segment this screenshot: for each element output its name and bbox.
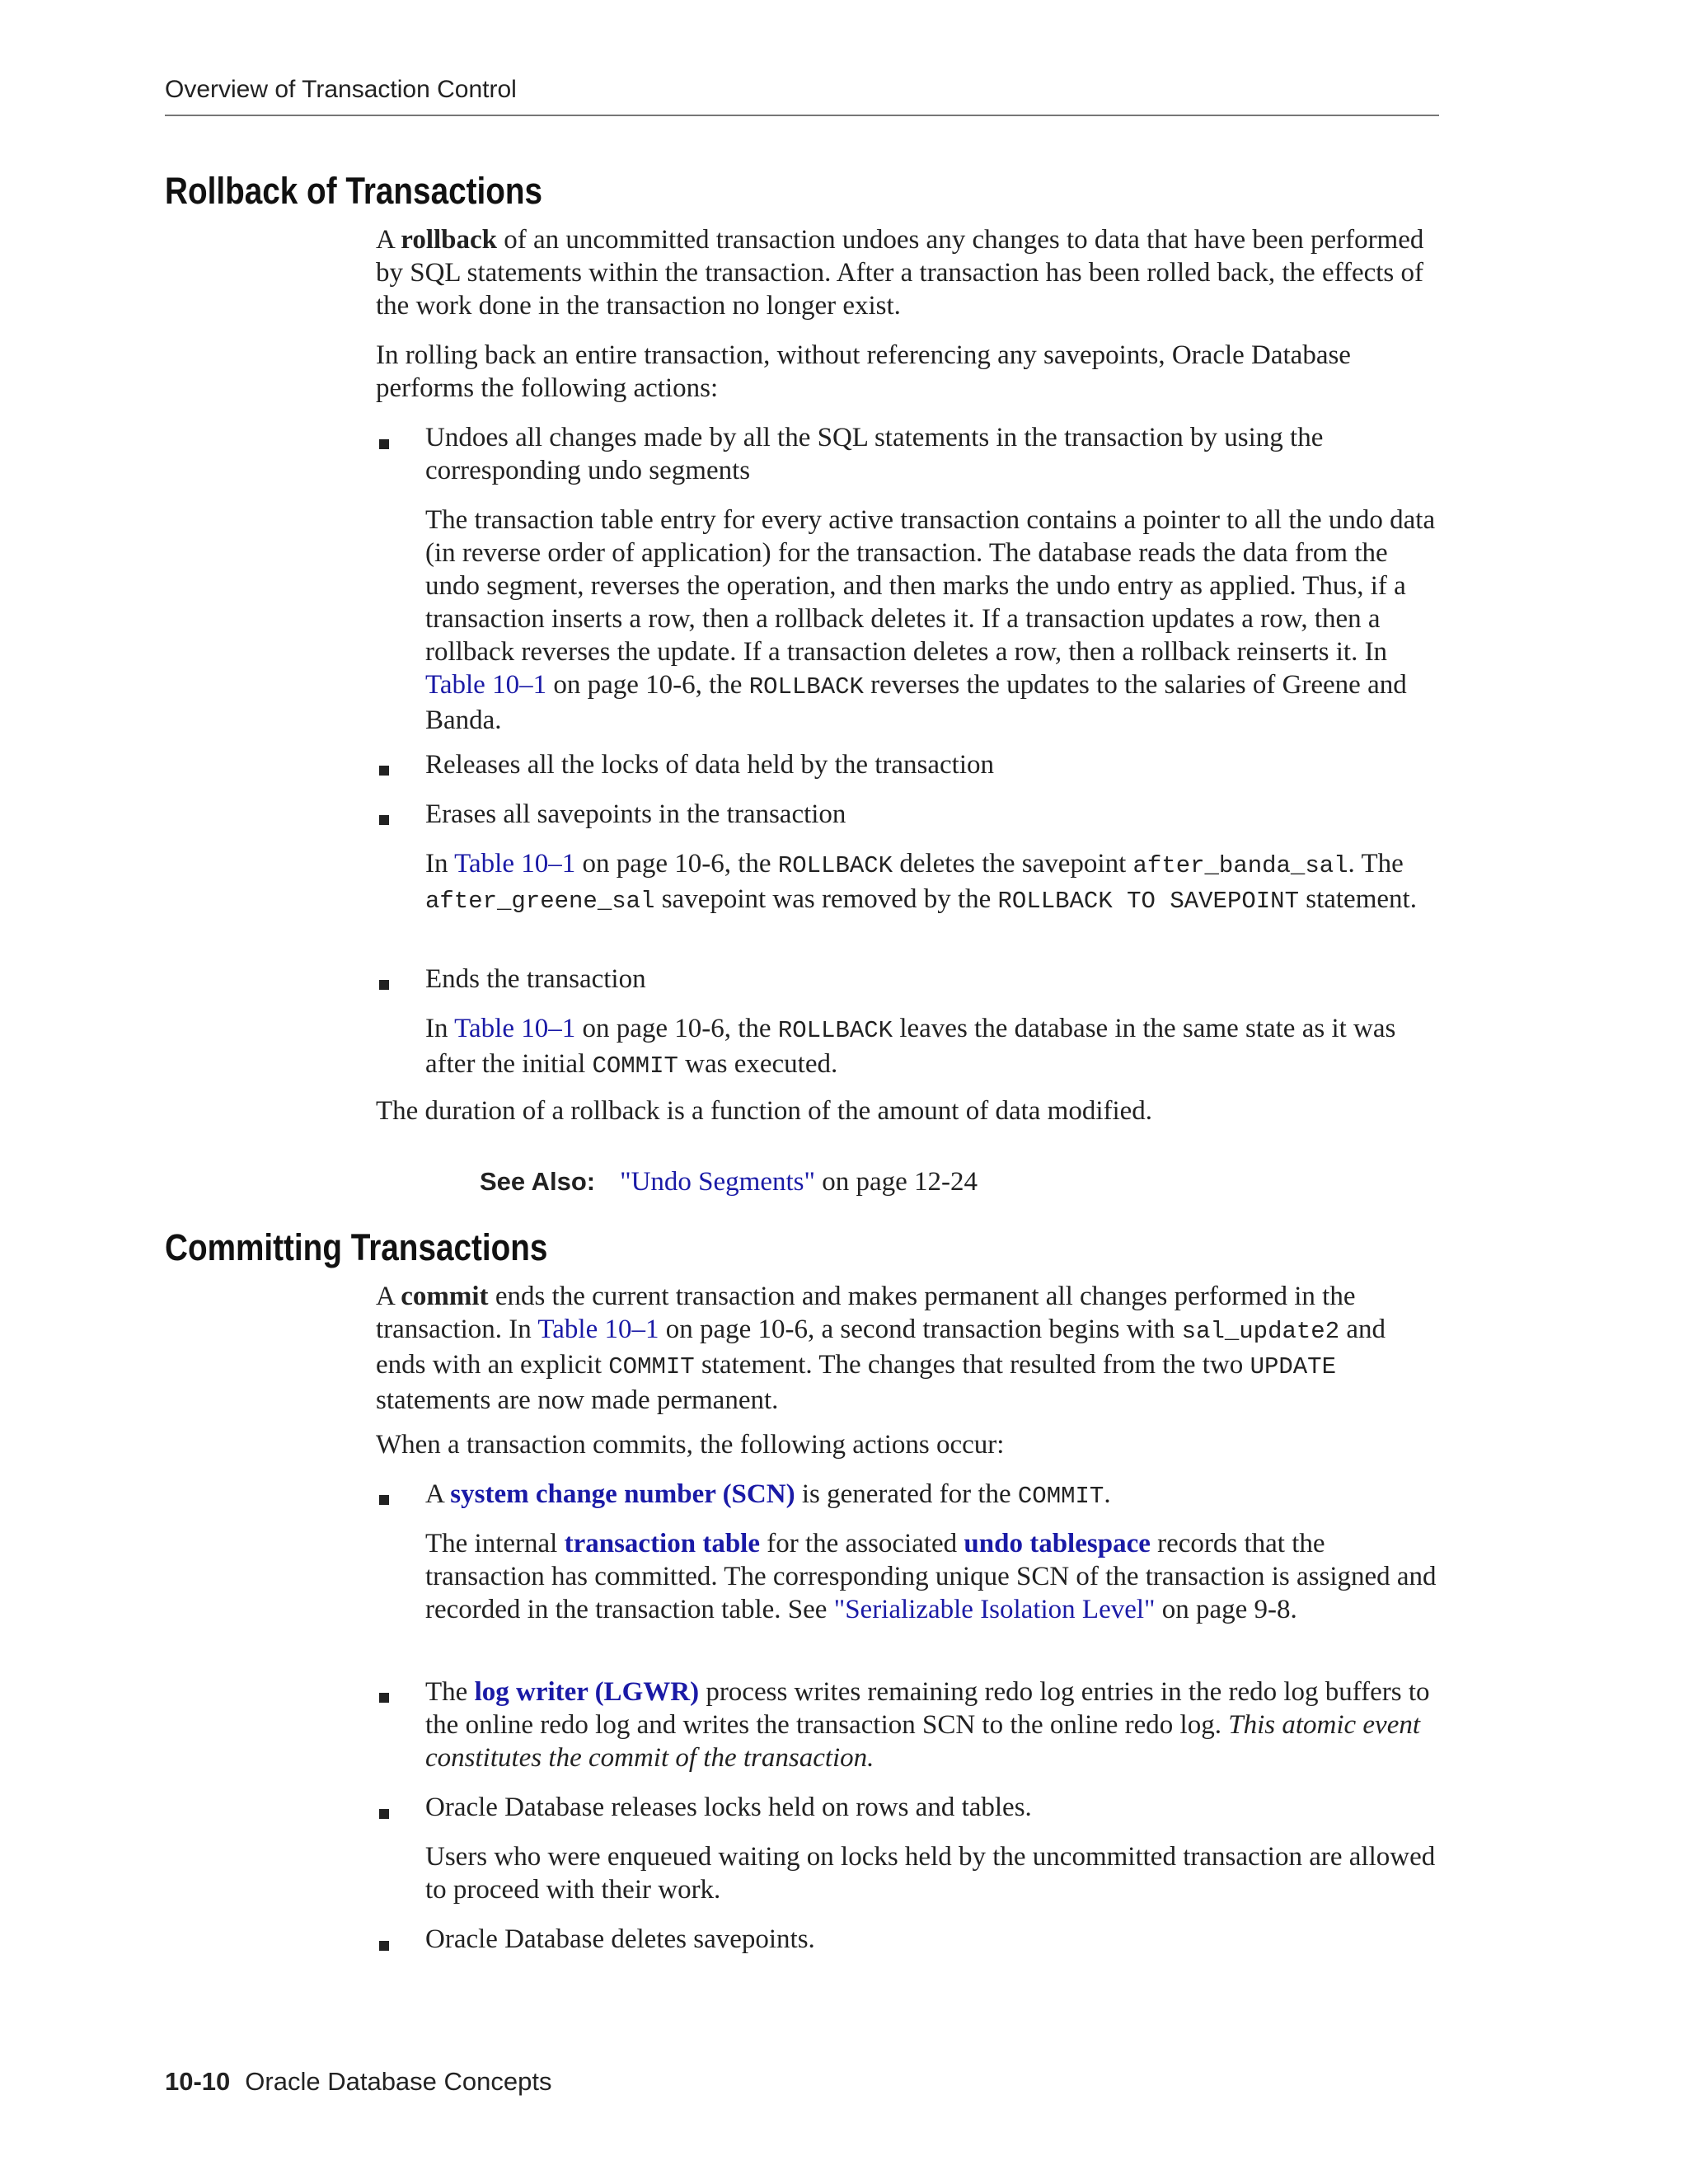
rollback-bullet-savepoints: Erases all savepoints in the transaction [425,799,846,829]
scn-glossary-link[interactable]: system change number (SCN) [450,1479,795,1509]
rollback-bullet-ends: Ends the transaction [425,964,646,994]
rollback-term: rollback [401,225,498,255]
bullet-marker [379,1941,389,1951]
bullet-marker [379,980,389,990]
commit-heading: Committing Transactions [165,1226,548,1268]
book-title: Oracle Database Concepts [245,2067,552,2096]
rollback-intro-paragraph: A rollback of an uncommitted transaction undoes any changes to data that have been performed by SQL statements within the transaction. After a transaction has been rolled back, the effects of the work done in the transaction no longer exist. [376,225,1424,321]
rollback-duration-paragraph: The duration of a rollback is a function of the amount of data modified. [376,1096,1153,1126]
commit-bullet-scn: A system change number (SCN) is generated for the COMMIT. [425,1479,1111,1510]
page-number: 10-10 [165,2067,231,2096]
header-divider [165,115,1439,116]
undo-tablespace-link[interactable]: undo tablespace [964,1529,1151,1558]
bullet-marker [379,1809,389,1819]
bullet-marker [379,439,389,449]
code-commit: COMMIT [592,1052,678,1080]
undo-segments-link[interactable]: "Undo Segments" [620,1167,815,1197]
commit-intro-paragraph: A commit ends the current transaction and makes permanent all changes performed in the transaction. In Table 10–1 on page 10-6, a second transaction begins with sal_update2 and ends with an explicit COMMIT statement. The changes that resulted from the two UPDATE statements are now made permanent. [376,1282,1386,1415]
commit-bullet-locks: Oracle Database releases locks held on rows and tables. [425,1793,1032,1822]
see-also-label: See Also: [480,1167,596,1196]
bullet-marker [379,1495,389,1505]
rollback-lead-paragraph: In rolling back an entire transaction, without referencing any savepoints, Oracle Database performs the following actions: [376,340,1351,403]
code-after-greene-sal: after_greene_sal [425,888,655,915]
code-rollback: ROLLBACK [748,673,864,701]
atomic-event-note: This atomic event constitutes the commit of the transaction. [425,1710,1421,1773]
code-commit: COMMIT [608,1353,695,1380]
code-after-banda-sal: after_banda_sal [1132,852,1348,879]
commit-bullet-savepoints: Oracle Database deletes savepoints. [425,1924,815,1954]
bullet-marker [379,766,389,776]
page-footer [165,2067,552,2097]
rollback-savepoints-detail: In Table 10–1 on page 10-6, the ROLLBACK deletes the savepoint after_banda_sal. The after_greene_sal savepoint was removed by the ROLLBACK TO SAVEPOINT statement. [425,849,1417,915]
table-10-1-link[interactable]: Table 10–1 [454,849,576,879]
commit-bullet-lgwr: The log writer (LGWR) process writes remaining redo log entries in the redo log buffers to the online redo log and writes the transaction SCN to the online redo log. This atomic event constitutes the commit of the transaction. [425,1677,1430,1773]
rollback-undo-detail: The transaction table entry for every active transaction contains a pointer to all the undo data (in reverse order of application) for the transaction. The database reads the data from the undo segment, reverses the operation, and then marks the undo entry as applied. Thus, if a transaction inserts a row, then a rollback deletes it. If a transaction updates a row, then a rollback reverses the update. If a transaction deletes a row, then a rollback reinserts it. In Table 10–1 on page 10-6, the ROLLBACK reverses the updates to the salaries of Greene and Banda. [425,505,1436,735]
code-rollback-to-savepoint: ROLLBACK TO SAVEPOINT [997,888,1299,915]
code-rollback: ROLLBACK [777,1017,893,1044]
table-10-1-link[interactable]: Table 10–1 [425,670,547,700]
bullet-marker [379,1693,389,1703]
lgwr-glossary-link[interactable]: log writer (LGWR) [474,1677,700,1707]
code-rollback: ROLLBACK [777,852,893,879]
table-10-1-link[interactable]: Table 10–1 [537,1315,659,1344]
rollback-bullet-undo: Undoes all changes made by all the SQL statements in the transaction by using the corresponding undo segments [425,423,1324,485]
commit-lead-paragraph: When a transaction commits, the following actions occur: [376,1430,1005,1460]
commit-scn-detail: The internal transaction table for the associated undo tablespace records that the transaction has committed. The corresponding unique SCN of the transaction is assigned and recorded in the transaction table. See "Serializable Isolation Level" on page 9-8. [425,1529,1437,1624]
code-commit: COMMIT [1017,1483,1104,1510]
running-header: Overview of Transaction Control [165,76,517,103]
rollback-heading: Rollback of Transactions [165,170,543,212]
rollback-bullet-locks: Releases all the locks of data held by the transaction [425,750,995,780]
code-update: UPDATE [1250,1353,1336,1380]
serializable-isolation-link[interactable]: "Serializable Isolation Level" [833,1595,1156,1624]
commit-locks-detail: Users who were enqueued waiting on locks held by the uncommitted transaction are allowed to proceed with their work. [425,1842,1436,1905]
see-also-note: See Also: "Undo Segments" on page 12-24 [480,1167,978,1197]
rollback-ends-detail: In Table 10–1 on page 10-6, the ROLLBACK leaves the database in the same state as it was after the initial COMMIT was executed. [425,1014,1396,1080]
commit-term: commit [401,1282,489,1311]
code-sal-update2: sal_update2 [1181,1318,1340,1345]
table-10-1-link[interactable]: Table 10–1 [454,1014,576,1043]
bullet-marker [379,815,389,825]
transaction-table-link[interactable]: transaction table [564,1529,760,1558]
